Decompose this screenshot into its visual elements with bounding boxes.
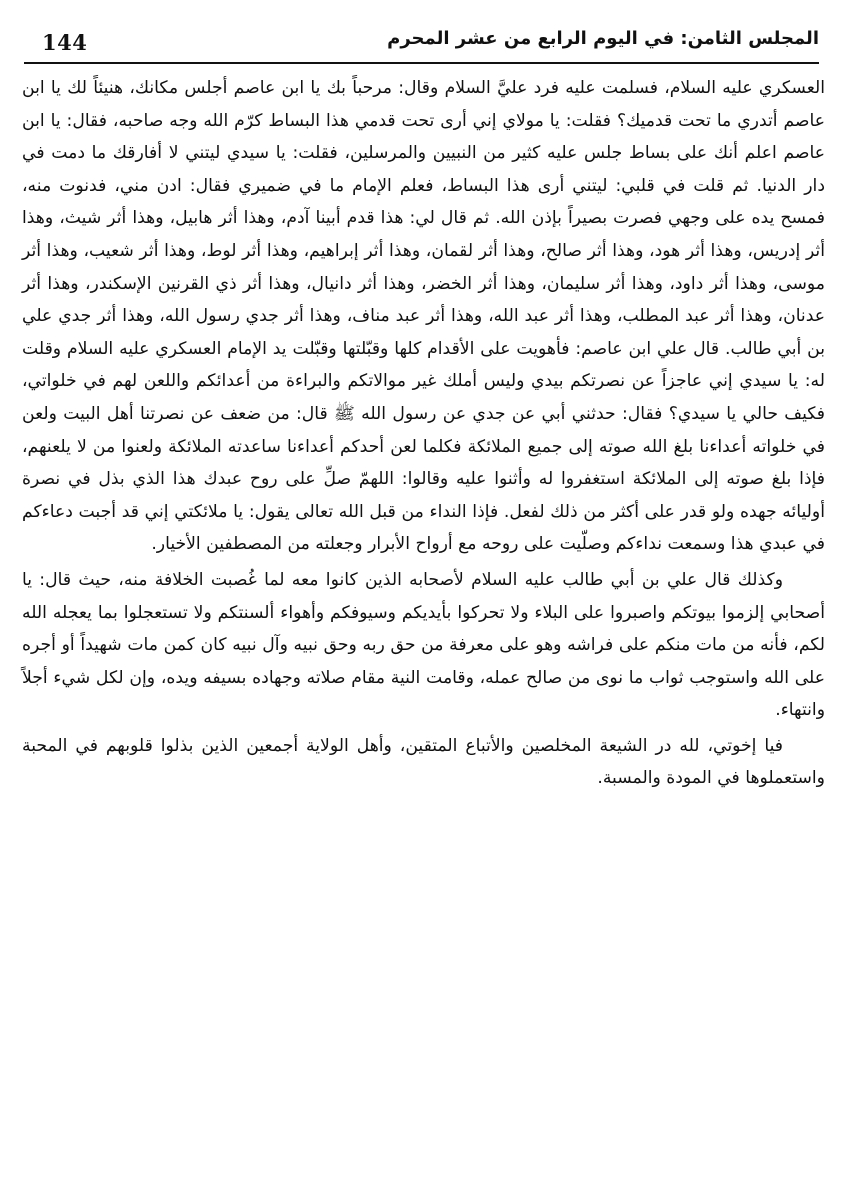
page-header	[24, 22, 819, 64]
paragraph-1: العسكري عليه السلام، فسلمت عليه فرد عليَّ السلام وقال: مرحباً بك يا ابن عاصم أجلس مكانك، هنيئاً لك يا ابن عاصم أتدري ما تحت قدميك؟ فقلت: يا مولاي إني أرى تحت قدمي هذا البساط كرّم الله وجه صاحبه، فقال: يا ابن عاصم اعلم أنك على بساط جلس عليه كثير من النبيين والمرسلين، فقلت: يا سيدي ليتني لا أفارقك ما دمت في دار الدنيا. ثم قلت في قلبي: ليتني أرى هذا البساط، فعلم الإمام ما في ضميري فقال: ادن مني، فدنوت منه، فمسح يده على وجهي فصرت بصيراً بإذن الله. ثم قال لي: هذا قدم أبينا آدم، وهذا أثر هابيل، وهذا أثر شيث، وهذا أثر إدريس، وهذا أثر هود، وهذا أثر صالح، وهذا أثر لقمان، وهذا أثر إبراهيم، وهذا أثر لوط، وهذا أثر شعيب، وهذا أثر موسى، وهذا أثر داود، وهذا أثر سليمان، وهذا أثر الخضر، وهذا أثر دانيال، وهذا أثر ذي القرنين الإسكندر، وهذا أثر عدنان، وهذا أثر عبد المطلب، وهذا أثر عبد الله، وهذا أثر عبد مناف، وهذا أثر جدي رسول الله، وهذا أثر جدي علي بن أبي طالب. قال علي ابن عاصم: فأهويت على الأقدام كلها وقبّلتها وقبّلت يد الإمام العسكري عليه السلام وقلت له: يا سيدي إني عاجزاً عن نصرتكم بيدي وليس أملك غير موالاتكم والبراءة من أعدائكم واللعن لهم في خلواتي، فكيف حالي يا سيدي؟ فقال: حدثني أبي عن جدي عن رسول الله ﷺ قال: من ضعف عن نصرتنا أهل البيت ولعن في خلواته أعداءنا بلغ الله صوته إلى جميع الملائكة فكلما لعن أحدكم أعداءنا ساعدته الملائكة ولعنوا من لا يلعنهم، فإذا بلغ صوته إلى الملائكة استغفروا له وأثنوا عليه وقالوا: اللهمّ صلِّ على روح عبدك هذا الذي بذل في نصرة أوليائه جهده ولو قدر على أكثر من ذلك لفعل. فإذا النداء من قبل الله تعالى يقول: يا ملائكتي إني قد أجبت دعاءكم في عبدي هذا وسمعت نداءكم وصلّيت على روحه مع أرواح الأبرار وجعلته من المصطفين الأخيار.	[22, 78, 825, 555]
paragraph-3: فيا إخوتي، لله در الشيعة المخلصين والأتباع المتقين، وأهل الولاية أجمعين الذين بذلوا قلوبهم في المحبة واستعملوها في المودة والمسبة.	[22, 735, 825, 789]
paragraph-2: وكذلك قال علي بن أبي طالب عليه السلام لأصحابه الذين كانوا معه لما غُصبت الخلافة منه، حيث قال: يا أصحابي إلزموا بيوتكم واصبروا على البلاء ولا تحركوا بأيديكم وسيوفكم وأهواء ألسنتكم ولا تستعجلوا بما يعجله الله لكم، فأنه من مات منكم على فراشه وهو على معرفة من حق ربه وحق نبيه وآل نبيه كان كمن مات شهيداً أو أجره على الله واستوجب ثواب ما نوى من صالح عمله، وقامت النية مقام صلاته وجهاده بسيفه ويده، وإن لكل شيء أجلاً وانتهاء.	[22, 569, 825, 721]
page-number: 144	[42, 30, 88, 55]
page-body	[22, 72, 825, 795]
running-title: المجلس الثامن: في اليوم الرابع من عشر المحرم	[387, 28, 819, 49]
